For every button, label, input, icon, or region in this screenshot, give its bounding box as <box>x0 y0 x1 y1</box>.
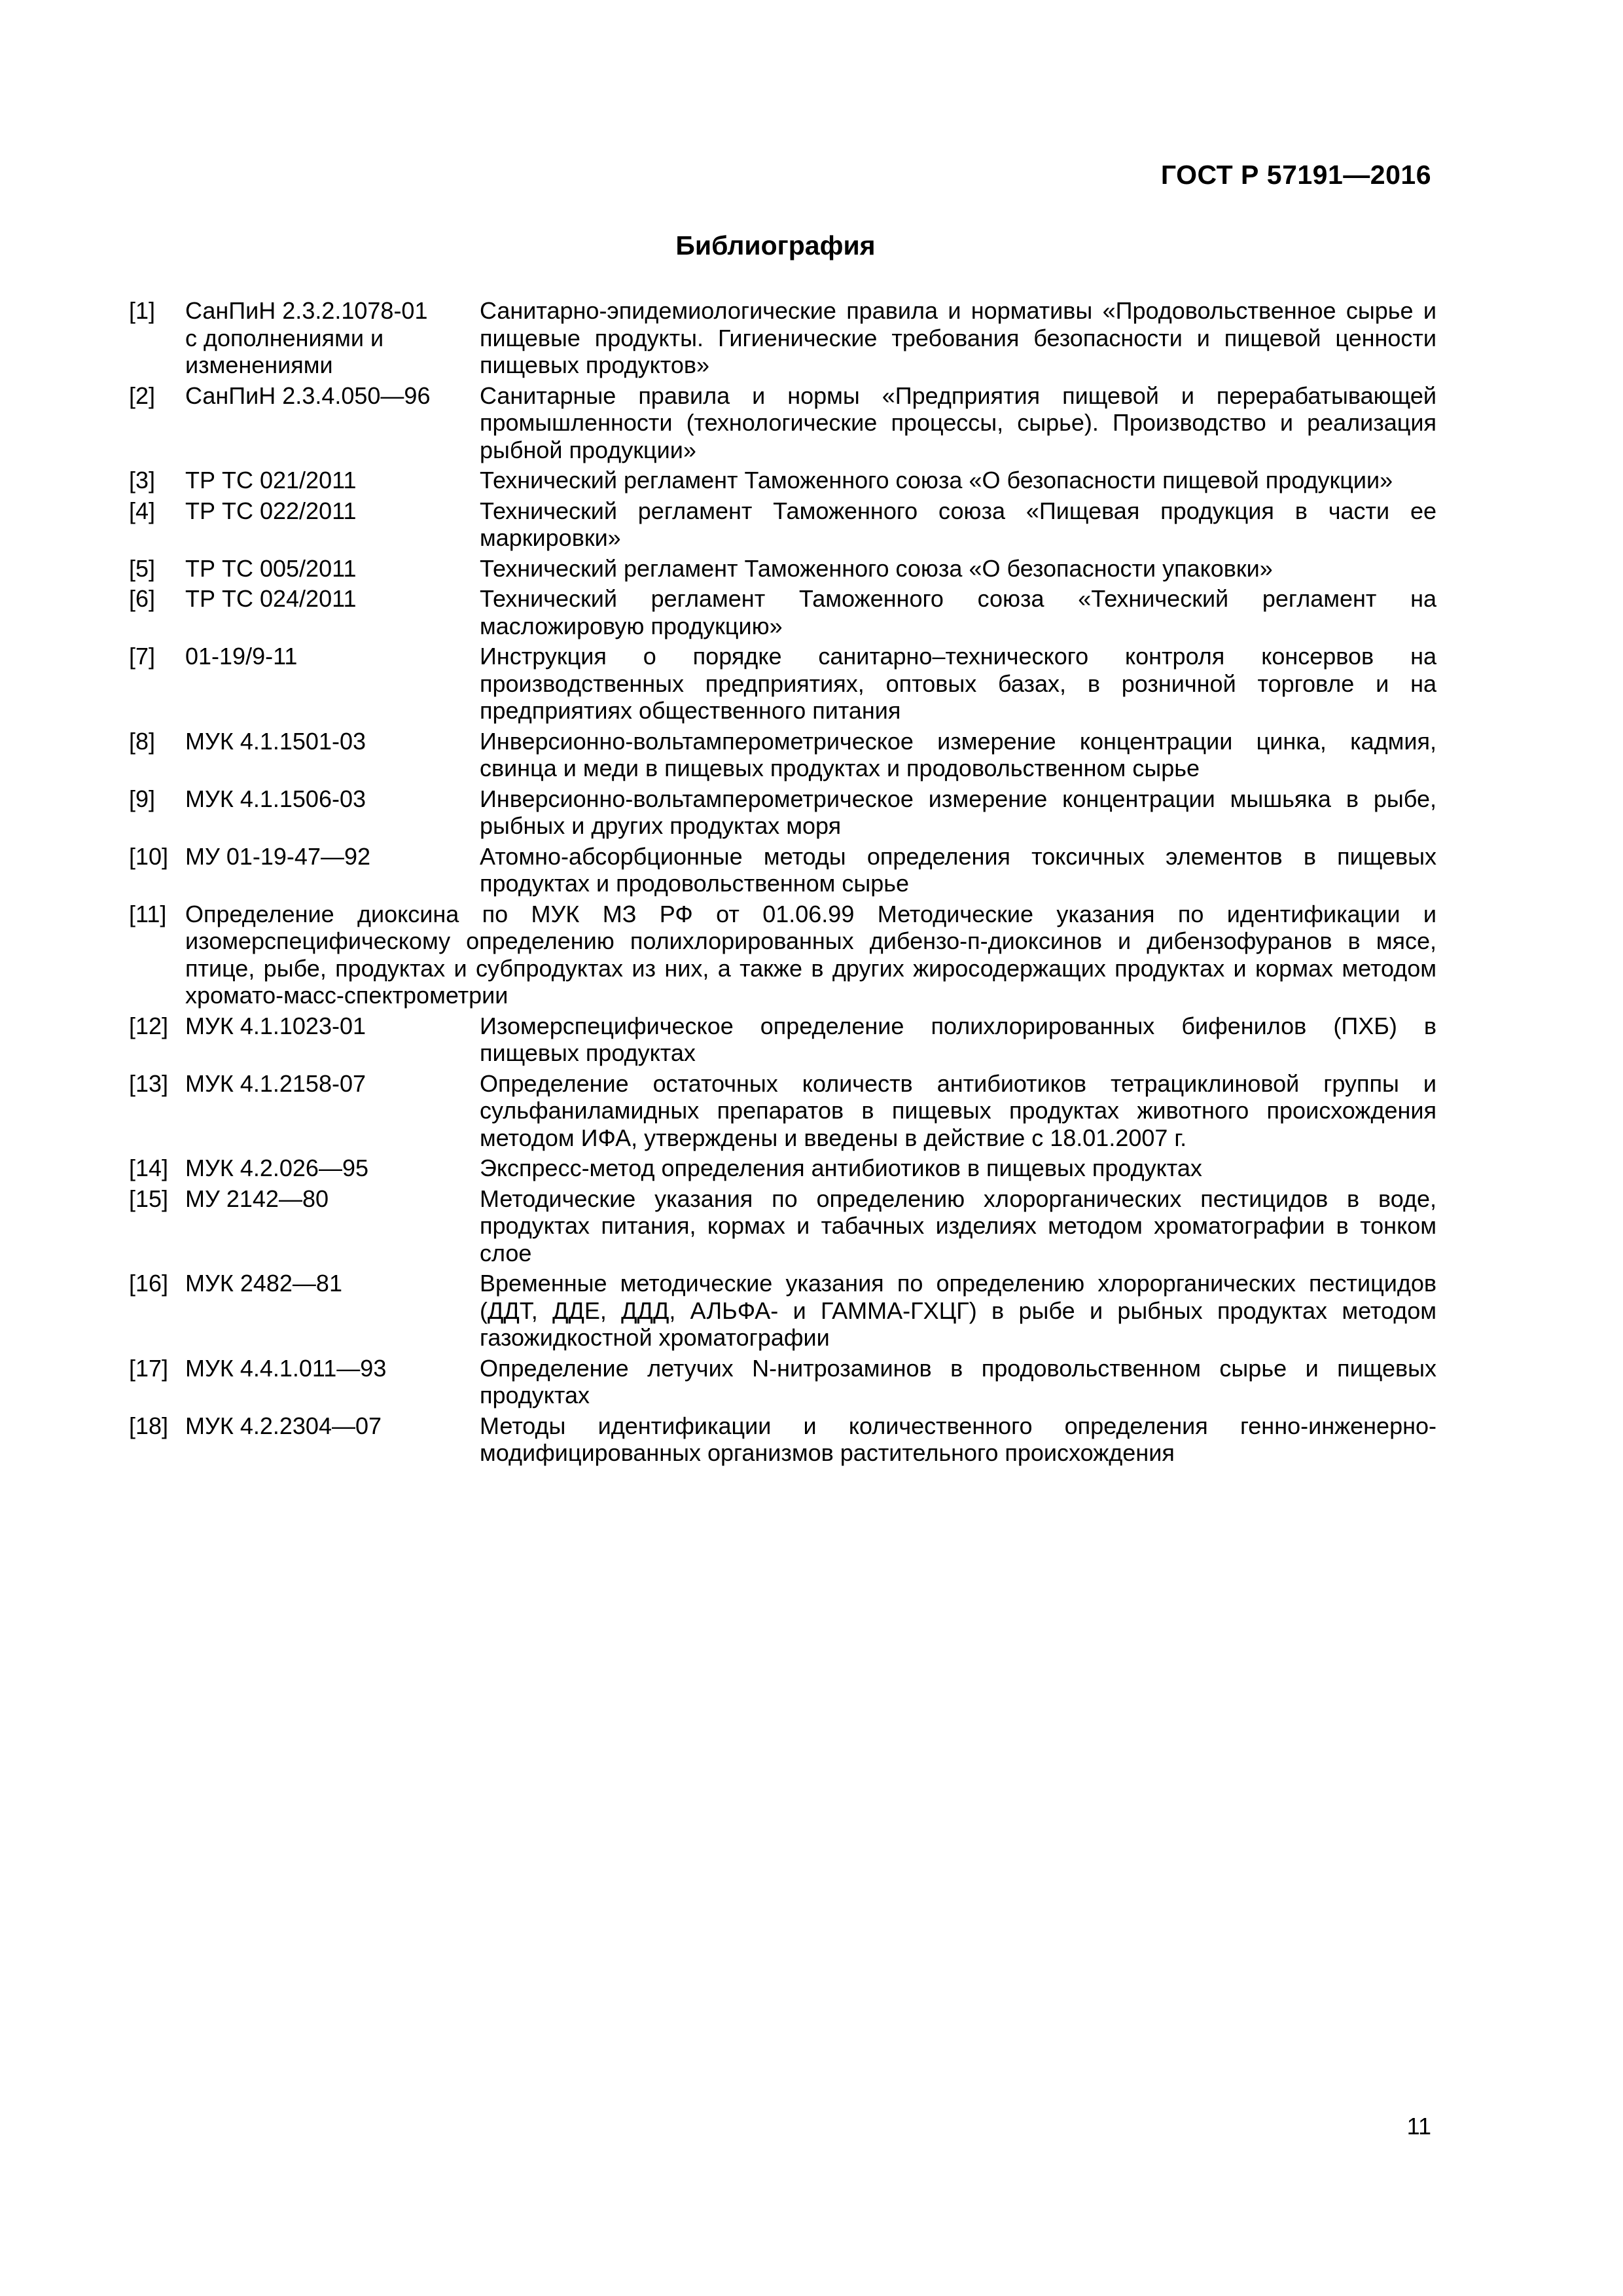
entry-number: [1] <box>129 297 156 324</box>
bibliography-entry <box>129 1270 1436 1352</box>
entry-description: Технический регламент Таможенного союза «Пищевая продукция в части ее маркировки» <box>480 497 1436 551</box>
entry-description: Определение диоксина по МУК МЗ РФ от 01.06.99 Методические указания по идентификации и изомерспецифическому определению полихлорированных дибензо-п-диоксинов и дибензофуранов в мясе, птице, рыбе, продуктах и субпродуктах из них, а также в других жиросодержащих продуктах и кормах методом хромато-масс-спектрометрии <box>185 900 1436 1009</box>
entry-description: Санитарные правила и нормы «Предприятия пищевой и перерабатывающей промышленности (технологические процессы, сырье). Производство и реализация рыбной продукции» <box>480 382 1436 463</box>
entry-number: [4] <box>129 497 156 524</box>
bibliography-entry <box>129 1155 1436 1182</box>
entry-description: Временные методические указания по определению хлорорганических пестицидов (ДДТ, ДДЕ, ДДД, АЛЬФА- и ГАММА-ГХЦГ) в рыбе и рыбных продуктах методом газожидкостной хроматографии <box>480 1270 1436 1351</box>
entry-description: Санитарно-эпидемиологические правила и нормативы «Продовольственное сырье и пищевые продукты. Гигиенические требования безопасности и пищевой ценности пищевых продуктов» <box>480 297 1436 378</box>
entry-code: МУК 4.1.1506-03 <box>185 785 366 812</box>
bibliography-entry <box>129 497 1436 552</box>
entry-code: МУ 2142—80 <box>185 1185 329 1212</box>
entry-code: МУК 4.1.1023-01 <box>185 1012 366 1039</box>
bibliography-entry <box>129 1013 1436 1067</box>
entry-description: Инверсионно-вольтамперометрическое измерение концентрации мышьяка в рыбе, рыбных и других продуктах моря <box>480 785 1436 839</box>
entry-number: [13] <box>129 1069 169 1097</box>
bibliography-entry <box>129 643 1436 725</box>
bibliography-entry <box>129 785 1436 840</box>
entry-description: Технический регламент Таможенного союза «Технический регламент на масложировую продукцию» <box>480 585 1436 639</box>
entry-number: [2] <box>129 382 156 409</box>
bibliography-entry <box>129 555 1436 583</box>
entry-code: ТР ТС 021/2011 <box>185 467 357 493</box>
entry-number: [8] <box>129 727 156 755</box>
entry-code: СанПиН 2.3.2.1078-01 с дополнениями и изменениями <box>185 297 428 378</box>
entry-code: МУК 4.1.1501-03 <box>185 727 366 755</box>
entry-description: Технический регламент Таможенного союза «О безопасности упаковки» <box>480 554 1273 582</box>
entry-number: [7] <box>129 643 156 670</box>
bibliography-entry <box>129 382 1436 464</box>
page-title: Библиография <box>675 230 876 260</box>
bibliography-entry <box>129 843 1436 897</box>
entry-number: [9] <box>129 785 156 812</box>
entry-description: Изомерспецифическое определение полихлорированных бифенилов (ПХБ) в пищевых продуктах <box>480 1012 1436 1066</box>
entry-number: [12] <box>129 1012 169 1039</box>
entry-number: [11] <box>129 900 167 927</box>
entry-number: [6] <box>129 585 156 612</box>
entry-code: ТР ТС 024/2011 <box>185 585 357 612</box>
entry-description: Атомно-абсорбционные методы определения токсичных элементов в пищевых продуктах и продовольственном сырье <box>480 842 1436 897</box>
entry-code: СанПиН 2.3.4.050—96 <box>185 382 431 409</box>
entry-number: [10] <box>129 842 169 870</box>
entry-number: [3] <box>129 467 156 493</box>
bibliography-entry <box>129 1185 1436 1267</box>
entry-description: Экспресс-метод определения антибиотиков в пищевых продуктах <box>480 1155 1202 1181</box>
entry-description: Инструкция о порядке санитарно–технического контроля консервов на производственных предприятиях, оптовых базах, в розничной торговле и на предприятиях общественного питания <box>480 643 1436 724</box>
entry-code: МУК 4.2.026—95 <box>185 1155 368 1181</box>
entry-code: МУК 4.2.2304—07 <box>185 1412 382 1439</box>
entry-number: [16] <box>129 1270 169 1297</box>
entry-number: [15] <box>129 1185 169 1212</box>
bibliography-entry <box>129 1412 1436 1467</box>
entry-code: МУК 2482—81 <box>185 1270 342 1297</box>
bibliography-entry <box>129 467 1436 494</box>
entry-description: Технический регламент Таможенного союза «О безопасности пищевой продукции» <box>480 467 1393 493</box>
bibliography-list <box>129 297 1436 1470</box>
entry-description: Определение летучих N-нитрозаминов в продовольственном сырье и пищевых продуктах <box>480 1354 1436 1408</box>
standard-number: ГОСТ Р 57191—2016 <box>1160 160 1431 190</box>
entry-code: ТР ТС 005/2011 <box>185 554 357 582</box>
entry-code: МУК 4.4.1.011—93 <box>185 1354 387 1382</box>
bibliography-entry <box>129 728 1436 782</box>
entry-code: ТР ТС 022/2011 <box>185 497 357 524</box>
entry-code: 01-19/9-11 <box>185 643 298 670</box>
bibliography-entry <box>129 297 1436 379</box>
entry-code: МУ 01-19-47—92 <box>185 842 371 870</box>
bibliography-entry <box>129 1070 1436 1152</box>
bibliography-entry <box>129 901 1436 1009</box>
entry-description: Определение остаточных количеств антибиотиков тетрациклиновой группы и сульфаниламидных препаратов в пищевых продуктах животного происхождения методом ИФА, утверждены и введены в действие с 18.01.2007 г. <box>480 1069 1436 1151</box>
page-number: 11 <box>1406 2113 1431 2140</box>
entry-number: [17] <box>129 1354 169 1382</box>
entry-code: МУК 4.1.2158-07 <box>185 1069 366 1097</box>
entry-description: Методы идентификации и количественного определения генно-инженерно-модифицированных организмов растительного происхождения <box>480 1412 1436 1466</box>
entry-number: [5] <box>129 554 156 582</box>
entry-number: [18] <box>129 1412 169 1439</box>
bibliography-entry <box>129 585 1436 639</box>
bibliography-entry <box>129 1355 1436 1409</box>
entry-description: Инверсионно-вольтамперометрическое измерение концентрации цинка, кадмия, свинца и меди в пищевых продуктах и продовольственном сырье <box>480 727 1436 781</box>
entry-description: Методические указания по определению хлорорганических пестицидов в воде, продуктах питания, кормах и табачных изделиях методом хроматографии в тонком слое <box>480 1185 1436 1266</box>
entry-number: [14] <box>129 1155 169 1181</box>
